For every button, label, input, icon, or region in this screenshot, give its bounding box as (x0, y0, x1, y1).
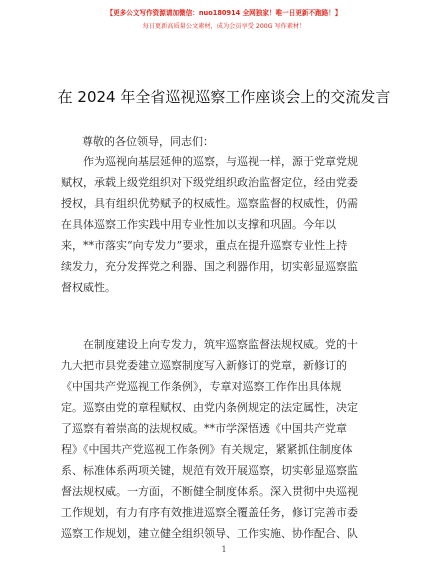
paragraph-line: 定。巡察由党的章程赋权、由党内条例规定的法定属性，决定 (61, 401, 358, 414)
document-title: 在 2024 年全省巡视巡察工作座谈会上的交流发言 (57, 88, 391, 106)
promo-banner-line-2: 每日更新高质量公文素材，成为会员享受 200G 写作素材！ (142, 23, 306, 30)
promo-banner-line-1: 【更多公文写作资源请加微信：nuo180914 全网独家！唯一日更新不跑路！】 (106, 9, 342, 17)
paragraph-line: 巡察工作规划，建立健全组织领导、工作实施、协作配合、队 (61, 527, 358, 540)
paragraph-line: 在具体巡察工作实践中用专业性加以支撑和巩固。今年以 (61, 218, 336, 231)
paragraph-line: 工作规划，有力有序有效推进巡察全覆盖任务，修订完善市委 (61, 506, 358, 519)
body-paragraph-1 (61, 151, 389, 298)
salutation: 尊敬的各位领导，同志们： (82, 135, 214, 148)
paragraph-line: 来，**市落实“向专发力”要求，重点在提升巡察专业性上持 (61, 239, 348, 252)
paragraph-line: 作为巡视向基层延伸的巡察，与巡视一样，源于党章党规 (83, 155, 358, 168)
paragraph-line: 督法规权威。一方面，不断健全制度体系。深入贯彻中央巡视 (61, 485, 358, 498)
paragraph-line: 续发力，充分发挥党之利器、国之利器作用，切实彰显巡察监 (61, 260, 358, 273)
paragraph-line: 授权，具有组织优势赋予的权威性。巡察监督的权威性，仍需 (61, 197, 358, 210)
paragraph-line: 赋权，承载上级党组织对下级党组织政治监督定位，经由党委 (61, 176, 358, 189)
paragraph-line: 九大把市县党委建立巡察制度写入新修订的党章，新修订的 (61, 359, 347, 372)
promo-banner (0, 8, 448, 32)
paragraph-line: 督权威性。 (61, 281, 116, 294)
paragraph-line: 《中国共产党巡视工作条例》，专章对巡察工作作出具体规 (61, 380, 342, 393)
paragraph-line: 程》《中国共产党巡视工作条例》有关规定，紧紧抓住制度体 (61, 443, 353, 456)
paragraph-line: 在制度建设上向专发力，筑牢巡察监督法规权威。党的十 (83, 338, 358, 351)
paragraph-line: 了巡察有着崇高的法规权威。**市学深悟透《中国共产党章 (61, 422, 347, 435)
page-number: 1 (221, 545, 227, 554)
body-paragraph-2 (61, 334, 389, 544)
paragraph-line: 系、标准体系两项关键，规范有效开展巡察，切实彰显巡察监 (61, 464, 358, 477)
